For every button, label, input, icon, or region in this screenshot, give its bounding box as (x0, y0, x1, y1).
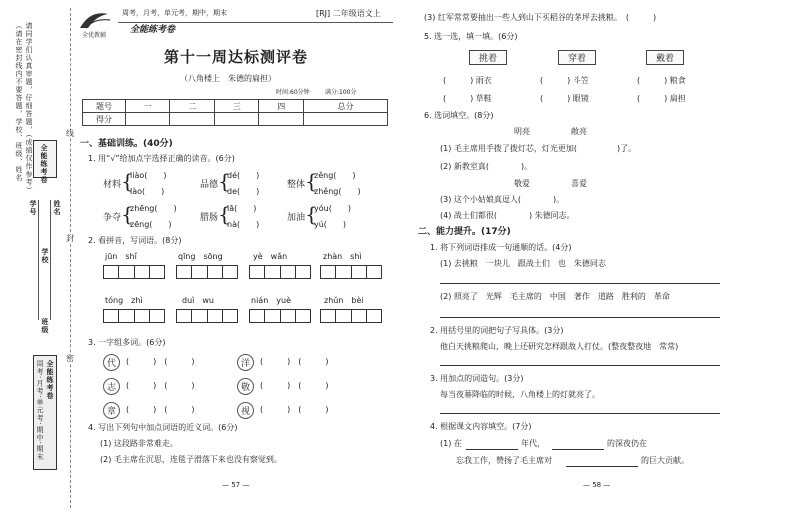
brace-icon: { (121, 169, 134, 193)
writing-grid[interactable] (103, 265, 165, 279)
q5-item[interactable]: ( ) 斗笠 (540, 76, 589, 85)
q1-opt[interactable]: zěng( ) (314, 171, 356, 180)
binding-line (70, 8, 71, 508)
q2-pinyin: nián yuè (251, 296, 291, 305)
option-chuanzhe: 穿着 (558, 50, 596, 65)
q6-sentence-1[interactable]: (1) 毛主席用手拨了拨灯芯，灯光更加( )了。 (440, 144, 637, 153)
score-header-row (83, 100, 388, 113)
q1-opt[interactable]: zhěng( ) (314, 187, 361, 196)
q3-char: 视 (237, 402, 254, 419)
s2-q3-text: 每当夜幕降临的时候，八角楼上的灯就亮了。 (440, 390, 600, 399)
q3-blanks[interactable]: ( ) ( ) (126, 357, 195, 366)
q3-char: 志 (103, 378, 120, 395)
q6-sentence-2[interactable]: (2) 新教室真( )。 (440, 162, 533, 171)
q3-char: 敬 (237, 378, 254, 395)
exam-time: 时间:60分钟 (276, 89, 310, 96)
brand-logo-icon (78, 6, 112, 32)
field-school: 学校 (41, 248, 49, 264)
header-grade: [RJ] 二年级语文上 (316, 9, 381, 18)
q3-title: 3. 一字组多词。(6分) (88, 338, 166, 347)
s2-q4-text: 忘我工作，赞扬了毛主席对 (456, 456, 552, 465)
header-series: 全能练考卷 (130, 25, 176, 35)
s2-q1-line-2: (2) 照亮了 光辉 毛主席的 中国 著作 道路 胜利的 革命 (440, 292, 670, 301)
q1-word-3: 整体 (287, 180, 306, 190)
writing-grid[interactable] (249, 265, 311, 279)
q1-opt[interactable]: lào( ) (130, 187, 165, 196)
header-subtitle: 周考，月考，单元考，期中，期末 (122, 9, 227, 17)
score-cell[interactable] (126, 113, 170, 126)
score-header-cell: 二 (170, 100, 214, 113)
brand-name: 全优教辅 (82, 32, 107, 39)
s2-q3-title: 3. 用加点的词造句。(3分) (430, 374, 524, 383)
q1-opt[interactable]: liào( ) (130, 171, 167, 180)
q6-sentence-4[interactable]: (4) 战士们都很( ) 朱德同志。 (440, 211, 575, 220)
q1-opt[interactable]: zhēng( ) (130, 204, 177, 213)
q3-char: 洋 (237, 354, 254, 371)
s2-q4-title: 4. 根据课文内容填空。(7分) (430, 422, 532, 431)
side-series: 周考·月考·单元考·期中·期末 (36, 360, 44, 461)
q2-pinyin: duì wu (182, 296, 214, 305)
field-class: 班级 (41, 318, 49, 334)
q1-word-4: 争夺 (103, 213, 122, 223)
section2-title: 二、能力提升。(17分) (418, 227, 511, 237)
field-line-2 (50, 200, 51, 320)
q2-pinyin: tóng zhì (105, 296, 143, 305)
field-name: 姓名 (53, 200, 61, 216)
q3-blanks[interactable]: ( ) ( ) (126, 381, 195, 390)
side-series-box (33, 355, 57, 470)
q5-item[interactable]: ( ) 雨衣 (443, 76, 492, 85)
brace-icon: { (218, 202, 231, 226)
field-line-1 (38, 200, 39, 320)
section1-title: 一、基础训练。(40分) (80, 139, 173, 149)
q2-pinyin: jūn shǐ (105, 252, 137, 261)
q3-blanks[interactable]: ( ) ( ) (260, 357, 329, 366)
writing-grid[interactable] (176, 309, 238, 323)
brace-icon: { (305, 169, 318, 193)
seal-3: 密 (66, 354, 74, 363)
s2-q4-text: 的深夜仍在 (607, 439, 647, 448)
answer-line[interactable] (440, 283, 720, 284)
q1-opt[interactable]: nà( ) (227, 220, 260, 229)
header-rule (118, 22, 393, 23)
q6-sentence-3[interactable]: (3) 这个小姑娘真逗人( )。 (440, 195, 565, 204)
q1-opt[interactable]: yú( ) (314, 220, 347, 229)
q1-opt[interactable]: zēng( ) (130, 220, 172, 229)
q2-pinyin: zhǔn bèi (324, 296, 364, 305)
q1-title: 1. 用“√”给加点字选择正确的读音。(6分) (88, 154, 235, 163)
blank-line[interactable] (566, 466, 638, 467)
q2-title: 2. 看拼音，写词语。(8分) (88, 236, 182, 245)
page-number-right: — 58 — (583, 481, 611, 489)
score-header-cell: 题号 (83, 100, 126, 113)
answer-line[interactable] (440, 365, 720, 366)
answer-line[interactable] (440, 413, 720, 414)
blank-line[interactable] (552, 449, 604, 450)
q5-item[interactable]: ( ) 草鞋 (443, 94, 492, 103)
q5-title: 5. 选一选，填一填。(6分) (424, 32, 518, 41)
q3-blanks[interactable]: ( ) ( ) (126, 405, 195, 414)
field-id: 学号 (29, 200, 37, 216)
score-header-cell: 总分 (303, 100, 387, 113)
score-row (83, 113, 388, 126)
score-row-label: 得分 (83, 113, 126, 126)
q6-word: 明亮 (514, 127, 530, 136)
q4-sentence-2: (2) 毛主席在沉思，连毯子滑落下来也没有察觉到。 (100, 455, 282, 464)
q1-opt[interactable]: lā( ) (227, 204, 257, 213)
writing-grid[interactable] (320, 265, 382, 279)
side-note-2: 请同学们认真审题，仔细答题，（成绩仅作参考） (25, 22, 33, 195)
q5-item[interactable]: ( ) 眼镜 (540, 94, 589, 103)
q4-title: 4. 写出下列句中加点词语的近义词。(6分) (88, 423, 238, 432)
score-header-cell: 一 (126, 100, 170, 113)
option-tiaozhe: 挑着 (469, 50, 507, 65)
s2-q2-text: 他白天挑粮爬山，晚上还研究怎样跟敌人打仗。(整夜整夜地 常常) (440, 342, 679, 351)
s2-q4-text: 年代， (521, 439, 545, 448)
s2-q4-text: (1) 在 (440, 439, 462, 448)
q3-blanks[interactable]: ( ) ( ) (260, 405, 329, 414)
q6-title: 6. 选词填空。(8分) (424, 111, 494, 120)
q4-sentence-3: (3) 红军常常要抽出一些人到山下买稻谷的茅坪去挑粮。 ( ) (424, 13, 657, 22)
q2-pinyin: qīng sōng (178, 252, 223, 261)
page-title: 第十一周达标测评卷 (164, 48, 309, 66)
writing-grid[interactable] (176, 265, 238, 279)
q1-word-5: 腊肠 (200, 213, 219, 223)
q2-pinyin: zhàn shì (323, 252, 362, 261)
seal-2: 封 (66, 234, 74, 243)
q5-item[interactable]: ( ) 粮食 (637, 76, 686, 85)
s2-q1-line-1: (1) 去挑粮 一块儿 跟战士们 也 朱德同志 (440, 259, 606, 268)
q1-opt[interactable]: yóu( ) (314, 204, 351, 213)
writing-grid[interactable] (320, 309, 382, 323)
brace-icon: { (305, 202, 318, 226)
s2-q1-title: 1. 将下列词语排成一句通顺的话。(4分) (430, 243, 572, 252)
score-cell[interactable] (170, 113, 214, 126)
side-note-1: （请在密封线内不要答题，学校、班级、姓名 (15, 22, 23, 182)
score-cell[interactable] (303, 113, 387, 126)
answer-line[interactable] (440, 317, 720, 318)
q6-word: 喜爱 (571, 179, 587, 188)
q3-char: 代 (103, 354, 120, 371)
unit-subtitle: （八角楼上 朱德的扁担） (180, 74, 276, 83)
brace-icon: { (121, 202, 134, 226)
brace-icon: { (218, 169, 231, 193)
s2-q4-text: 的巨大贡献。 (641, 456, 689, 465)
q2-pinyin: yè wǎn (253, 252, 288, 261)
side-brand-box (33, 140, 57, 184)
exam-score: 满分:100分 (325, 89, 357, 96)
q1-word-6: 加油 (287, 213, 306, 223)
page-number-left: — 57 — (222, 481, 250, 489)
q1-word-1: 材料 (103, 180, 122, 190)
score-table (82, 99, 388, 126)
option-daizhe: 戴着 (646, 50, 684, 65)
s2-q2-title: 2. 用括号里的词把句子写具体。(3分) (430, 326, 564, 335)
score-header-cell: 四 (259, 100, 303, 113)
score-cell[interactable] (259, 113, 303, 126)
q6-word: 敬爱 (514, 179, 530, 188)
q5-item[interactable]: ( ) 扁担 (637, 94, 686, 103)
q1-opt[interactable]: dé( ) (227, 171, 260, 180)
seal-1: 线 (66, 129, 74, 138)
q1-word-2: 品德 (200, 180, 219, 190)
q6-word: 敞亮 (571, 127, 587, 136)
q3-blanks[interactable]: ( ) ( ) (260, 381, 329, 390)
q4-sentence-1: (1) 这段路非常难走。 (100, 439, 178, 448)
blank-line[interactable] (466, 449, 518, 450)
writing-grid[interactable] (103, 309, 165, 323)
side-brand: 全能练考卷 (40, 144, 48, 184)
score-header-cell: 三 (214, 100, 258, 113)
side-brand-2: 全能练考卷 (46, 360, 54, 400)
writing-grid[interactable] (249, 309, 311, 323)
score-cell[interactable] (214, 113, 258, 126)
q3-char: 章 (103, 402, 120, 419)
q1-opt[interactable]: de( ) (227, 187, 260, 196)
